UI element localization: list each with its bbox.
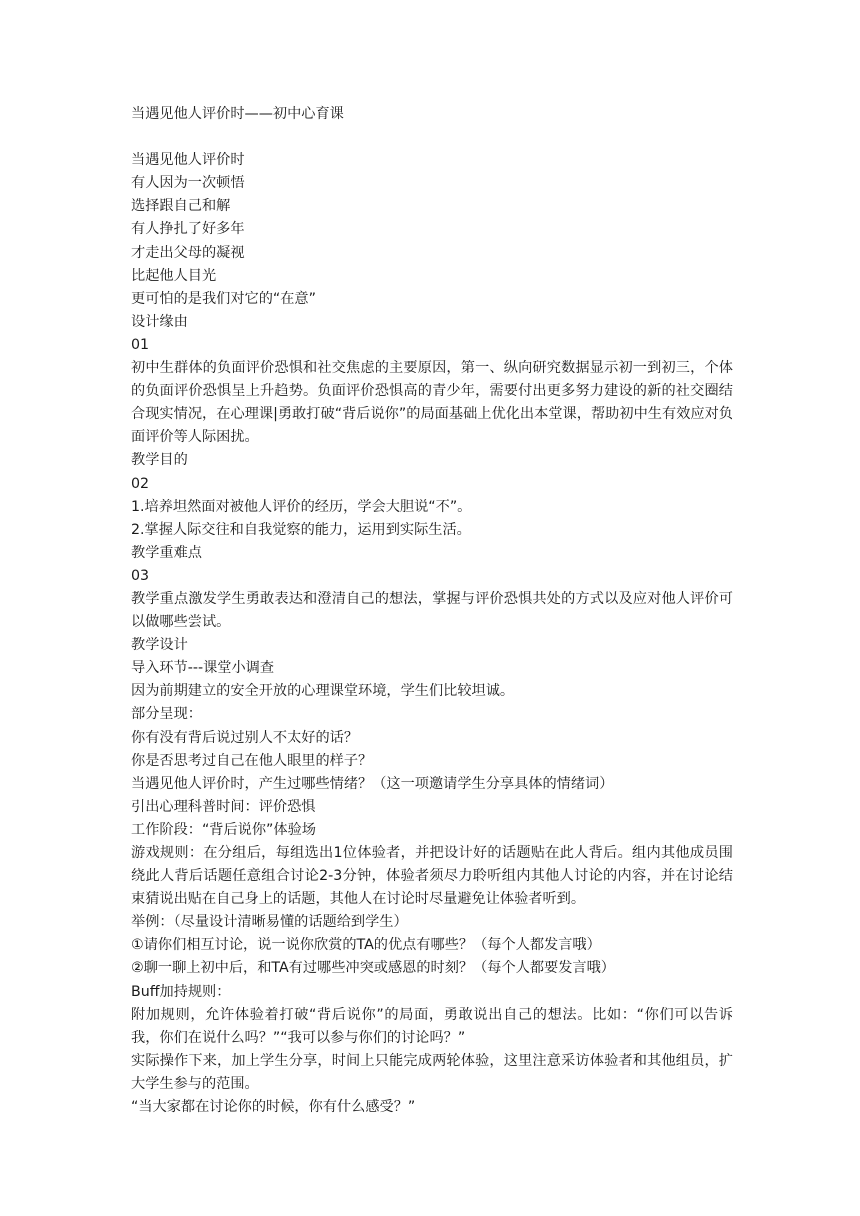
section-number: 01 (131, 336, 150, 353)
closing-question: “当大家都在讨论你的时候，你有什么感受？” (131, 1099, 416, 1116)
section-design-reason (131, 311, 733, 450)
example-item: ②聊一聊上初中后，和TA有过哪些冲突或感恩的时刻？（每个人都要发言哦） (131, 960, 615, 977)
section-heading: 教学设计 (131, 637, 188, 654)
intro-line: 更可怕的是我们对它的“在意” (131, 290, 316, 307)
document-title: 当遇见他人评价时——初中心育课 (131, 106, 344, 122)
design-line: 部分呈现： (131, 706, 202, 723)
intro-line: 比起他人目光 (131, 267, 217, 284)
game-rules-paragraph: 游戏规则：在分组后，每组选出1位体验者，并把设计好的话题贴在此人背后。组内其他成员围绕此人背后话题任意组合讨论2-3分钟，体验者须尽力聆听组内其他人讨论的内容，并在讨论结束猜说出贴在自己身上的话题，其他人在讨论时尽量避免让体验者听到。 (131, 845, 733, 908)
design-line: 你有没有背后说过别人不太好的话？ (131, 729, 359, 746)
design-line: 因为前期建立的安全开放的心理课堂环境，学生们比较坦诚。 (131, 683, 515, 700)
section-heading: 设计缘由 (131, 313, 188, 330)
design-line: 工作阶段：“背后说你”体验场 (131, 821, 316, 838)
section-number: 02 (131, 475, 150, 492)
section-number: 03 (131, 567, 150, 584)
document-body (131, 103, 733, 1119)
design-line: 导入环节---课堂小调查 (131, 660, 275, 677)
design-line: 当遇见他人评价时，产生过哪些情绪？（这一项邀请学生分享具体的情绪词） (131, 775, 614, 792)
section-teaching-goals (131, 449, 733, 541)
intro-line: 当遇见他人评价时 (131, 152, 245, 169)
section-paragraph: 初中生群体的负面评价恐惧和社交焦虑的主要原因，第一、纵向研究数据显示初一到初三，个体的负面评价恐惧呈上升趋势。负面评价恐惧高的青少年，需要付出更多努力建设的新的社交圈结合现实情况，在心理课|勇敢打破“背后说你”的局面基础上优化出本堂课，帮助初中生有效应对负面评价等人际困扰。 (131, 360, 733, 446)
intro-line: 才走出父母的凝视 (131, 244, 245, 261)
example-heading: 举例：（尽量设计清晰易懂的话题给到学生） (131, 914, 408, 931)
section-paragraph: 教学重点激发学生勇敢表达和澄清自己的想法，掌握与评价恐惧共处的方式以及应对他人评价可以做哪些尝试。 (131, 590, 733, 631)
intro-line: 有人挣扎了好多年 (131, 221, 245, 238)
goal-item: 2.掌握人际交往和自我觉察的能力，运用到实际生活。 (131, 521, 471, 538)
section-key-points (131, 542, 733, 634)
design-line: 引出心理科普时间：评价恐惧 (131, 798, 316, 815)
intro-poem (131, 149, 733, 311)
buff-heading: Buff加持规则： (131, 983, 231, 1000)
buff-paragraph: 附加规则，允许体验着打破“背后说你”的局面，勇敢说出自己的想法。比如：“你们可以告诉我，你们在说什么吗？”“我可以参与你们的讨论吗？” (131, 1006, 733, 1046)
design-line: 你是否思考过自己在他人眼里的样子？ (131, 752, 373, 769)
section-teaching-design (131, 634, 733, 1119)
practice-paragraph: 实际操作下来，加上学生分享，时间上只能完成两轮体验，这里注意采访体验者和其他组员，扩大学生参与的范围。 (131, 1052, 733, 1092)
intro-line: 选择跟自己和解 (131, 198, 231, 215)
goal-item: 1.培养坦然面对被他人评价的经历，学会大胆说“不”。 (131, 498, 472, 515)
section-heading: 教学目的 (131, 452, 188, 469)
example-item: ①请你们相互讨论，说一说你欣赏的TA的优点有哪些？（每个人都发言哦） (131, 937, 601, 954)
section-heading: 教学重难点 (131, 544, 202, 561)
intro-line: 有人因为一次顿悟 (131, 175, 245, 192)
